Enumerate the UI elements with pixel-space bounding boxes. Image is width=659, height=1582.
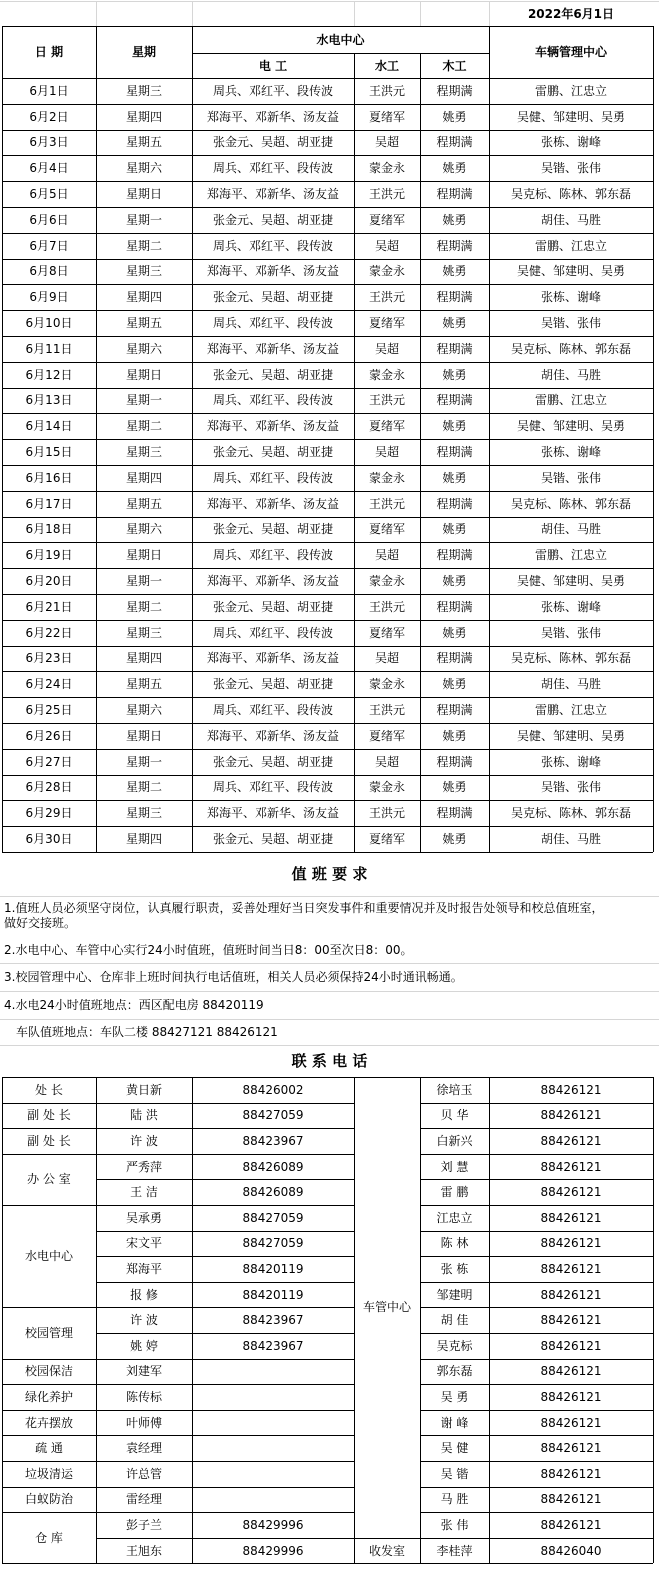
schedule-cell-weekday: 星期四 bbox=[125, 470, 162, 485]
schedule-cell-weekday: 星期六 bbox=[125, 341, 162, 356]
contact-phone: 88427059 bbox=[242, 1236, 304, 1251]
schedule-cell-electric: 张金元、吴超、胡亚捷 bbox=[212, 754, 333, 769]
contact-department: 处 长 bbox=[35, 1082, 63, 1097]
schedule-cell-vehicle: 吴克标、陈林、郭东磊 bbox=[510, 651, 631, 666]
schedule-cell-date: 6月1日 bbox=[29, 83, 69, 98]
schedule-cell-carpenter: 程期满 bbox=[436, 651, 473, 666]
schedule-cell-weekday: 星期五 bbox=[125, 677, 162, 692]
grid-line bbox=[653, 26, 654, 852]
schedule-cell-vehicle: 吴锴、张伟 bbox=[540, 625, 601, 640]
schedule-cell-date: 6月29日 bbox=[25, 806, 73, 821]
grid-line bbox=[192, 1, 193, 26]
schedule-cell-carpenter: 姚勇 bbox=[442, 316, 467, 331]
schedule-cell-weekday: 星期二 bbox=[125, 780, 162, 795]
schedule-cell-date: 6月23日 bbox=[25, 651, 73, 666]
grid-line bbox=[420, 1, 421, 26]
schedule-cell-electric: 郑海平、邓新华、汤友益 bbox=[206, 651, 339, 666]
contact-department: 疏 通 bbox=[35, 1441, 63, 1456]
contact-name: 徐培玉 bbox=[436, 1082, 473, 1097]
contact-name: 郑海平 bbox=[125, 1261, 162, 1276]
schedule-cell-date: 6月26日 bbox=[25, 728, 73, 743]
schedule-cell-electric: 郑海平、邓新华、汤友益 bbox=[206, 574, 339, 589]
schedule-cell-carpenter: 姚勇 bbox=[442, 780, 467, 795]
contact-phone: 88426121 bbox=[540, 1133, 602, 1148]
schedule-cell-plumber: 蒙金永 bbox=[368, 677, 405, 692]
contact-department: 绿化养护 bbox=[24, 1389, 73, 1404]
schedule-cell-electric: 张金元、吴超、胡亚捷 bbox=[212, 290, 333, 305]
contact-phone: 88426121 bbox=[540, 1210, 602, 1225]
schedule-cell-date: 6月13日 bbox=[25, 393, 73, 408]
schedule-cell-date: 6月30日 bbox=[25, 832, 73, 847]
schedule-cell-plumber: 吴超 bbox=[374, 341, 399, 356]
contact-name: 雷经理 bbox=[125, 1492, 162, 1507]
contact-phone: 88426121 bbox=[540, 1415, 602, 1430]
schedule-cell-plumber: 王洪元 bbox=[368, 599, 405, 614]
contact-phone: 88426121 bbox=[540, 1517, 602, 1532]
contact-name: 张 栋 bbox=[440, 1261, 469, 1276]
schedule-cell-date: 6月6日 bbox=[29, 212, 69, 227]
contact-name: 李桂萍 bbox=[436, 1543, 473, 1558]
grid-line bbox=[0, 1019, 659, 1020]
requirement-item: 3.校园管理中心、仓库非上班时间执行电话值班，相关人员必须保持24小时通讯畅通。 bbox=[4, 970, 463, 984]
contact-name: 袁经理 bbox=[125, 1441, 162, 1456]
contact-name: 张 伟 bbox=[440, 1517, 469, 1532]
contact-department: 校园保洁 bbox=[24, 1364, 73, 1379]
contact-phone bbox=[192, 1435, 354, 1461]
schedule-cell-weekday: 星期三 bbox=[125, 806, 162, 821]
contact-name: 吴承勇 bbox=[125, 1210, 162, 1225]
schedule-cell-date: 6月22日 bbox=[25, 625, 73, 640]
schedule-cell-carpenter: 程期满 bbox=[436, 341, 473, 356]
schedule-cell-plumber: 王洪元 bbox=[368, 187, 405, 202]
schedule-cell-vehicle: 吴健、邹建明、吴勇 bbox=[516, 419, 625, 434]
contact-name: 邹建明 bbox=[436, 1287, 473, 1302]
schedule-cell-carpenter: 程期满 bbox=[436, 135, 473, 150]
grid-line bbox=[0, 896, 659, 897]
contact-name: 吴 勇 bbox=[440, 1389, 469, 1404]
contact-phone: 88426121 bbox=[540, 1466, 602, 1481]
schedule-cell-plumber: 王洪元 bbox=[368, 496, 405, 511]
schedule-cell-carpenter: 程期满 bbox=[436, 445, 473, 460]
schedule-cell-date: 6月19日 bbox=[25, 548, 73, 563]
schedule-cell-electric: 周兵、邓红平、段传波 bbox=[212, 161, 333, 176]
contact-name: 刘 慧 bbox=[440, 1159, 469, 1174]
schedule-cell-carpenter: 姚勇 bbox=[442, 212, 467, 227]
schedule-cell-date: 6月4日 bbox=[29, 161, 69, 176]
contacts-title: 联 系 电 话 bbox=[291, 1051, 368, 1070]
schedule-cell-weekday: 星期一 bbox=[125, 212, 162, 227]
schedule-cell-plumber: 王洪元 bbox=[368, 806, 405, 821]
schedule-cell-carpenter: 程期满 bbox=[436, 548, 473, 563]
schedule-cell-vehicle: 张栋、谢峰 bbox=[540, 754, 601, 769]
contact-phone: 88429996 bbox=[242, 1517, 304, 1532]
contact-phone: 88429996 bbox=[242, 1543, 304, 1558]
schedule-cell-vehicle: 吴克标、陈林、郭东磊 bbox=[510, 496, 631, 511]
schedule-cell-carpenter: 程期满 bbox=[436, 703, 473, 718]
contact-name: 陆 洪 bbox=[130, 1108, 158, 1123]
schedule-cell-weekday: 星期日 bbox=[125, 728, 162, 743]
schedule-cell-weekday: 星期五 bbox=[125, 496, 162, 511]
schedule-cell-carpenter: 姚勇 bbox=[442, 625, 467, 640]
header-weekday: 星期 bbox=[131, 45, 156, 59]
grid-line bbox=[0, 991, 659, 992]
contact-phone: 88426121 bbox=[540, 1185, 602, 1200]
contact-name: 许总管 bbox=[125, 1466, 162, 1481]
schedule-cell-date: 6月3日 bbox=[29, 135, 69, 150]
contact-name: 谢 峰 bbox=[440, 1415, 469, 1430]
schedule-cell-plumber: 吴超 bbox=[374, 754, 399, 769]
schedule-cell-weekday: 星期六 bbox=[125, 161, 162, 176]
schedule-cell-carpenter: 姚勇 bbox=[442, 419, 467, 434]
schedule-cell-carpenter: 程期满 bbox=[436, 599, 473, 614]
contact-name: 严秀萍 bbox=[125, 1159, 162, 1174]
contact-name: 吴克标 bbox=[436, 1338, 473, 1353]
contact-phone: 88426121 bbox=[540, 1287, 602, 1302]
schedule-cell-date: 6月2日 bbox=[29, 109, 69, 124]
schedule-cell-vehicle: 雷鹏、江忠立 bbox=[534, 83, 607, 98]
schedule-cell-weekday: 星期三 bbox=[125, 625, 162, 640]
contact-name: 王 洁 bbox=[130, 1185, 158, 1200]
schedule-cell-date: 6月15日 bbox=[25, 445, 73, 460]
schedule-cell-carpenter: 程期满 bbox=[436, 806, 473, 821]
contact-phone: 88426121 bbox=[540, 1441, 602, 1456]
schedule-cell-plumber: 夏绪军 bbox=[368, 832, 405, 847]
schedule-cell-date: 6月24日 bbox=[25, 677, 73, 692]
schedule-cell-weekday: 星期二 bbox=[125, 419, 162, 434]
schedule-cell-plumber: 夏绪军 bbox=[368, 625, 405, 640]
schedule-cell-date: 6月5日 bbox=[29, 187, 69, 202]
requirement-item: 1.值班人员必须坚守岗位，认真履行职责，妥善处理好当日突发事件和重要情况并及时报告处领导和校总值班室， bbox=[4, 901, 604, 915]
schedule-cell-electric: 郑海平、邓新华、汤友益 bbox=[206, 187, 339, 202]
contact-department: 副 处 长 bbox=[27, 1108, 71, 1123]
schedule-cell-weekday: 星期三 bbox=[125, 264, 162, 279]
schedule-cell-weekday: 星期三 bbox=[125, 83, 162, 98]
schedule-cell-vehicle: 胡佳、马胜 bbox=[540, 677, 601, 692]
contact-phone: 88427059 bbox=[242, 1210, 304, 1225]
contact-phone bbox=[192, 1461, 354, 1487]
schedule-cell-electric: 周兵、邓红平、段传波 bbox=[212, 625, 333, 640]
schedule-cell-vehicle: 吴克标、陈林、郭东磊 bbox=[510, 187, 631, 202]
schedule-cell-weekday: 星期六 bbox=[125, 703, 162, 718]
contact-name: 马 胜 bbox=[440, 1492, 469, 1507]
header-plumber: 水工 bbox=[374, 58, 399, 73]
contact-name: 彭子兰 bbox=[125, 1517, 162, 1532]
schedule-cell-electric: 张金元、吴超、胡亚捷 bbox=[212, 677, 333, 692]
contact-name: 陈 林 bbox=[440, 1236, 469, 1251]
schedule-cell-weekday: 星期四 bbox=[125, 109, 162, 124]
contact-department: 办 公 室 bbox=[27, 1172, 71, 1187]
schedule-cell-plumber: 王洪元 bbox=[368, 703, 405, 718]
schedule-cell-plumber: 夏绪军 bbox=[368, 212, 405, 227]
contact-name: 雷 鹏 bbox=[440, 1185, 469, 1200]
contact-name: 吴 健 bbox=[440, 1441, 469, 1456]
schedule-cell-plumber: 夏绪军 bbox=[368, 316, 405, 331]
schedule-cell-electric: 郑海平、邓新华、汤友益 bbox=[206, 109, 339, 124]
schedule-cell-electric: 张金元、吴超、胡亚捷 bbox=[212, 522, 333, 537]
schedule-cell-date: 6月25日 bbox=[25, 703, 73, 718]
schedule-cell-weekday: 星期日 bbox=[125, 367, 162, 382]
contact-department: 校园管理 bbox=[24, 1325, 73, 1340]
contact-phone: 88426121 bbox=[540, 1108, 602, 1123]
contact-phone: 88426002 bbox=[242, 1082, 304, 1097]
schedule-cell-carpenter: 姚勇 bbox=[442, 677, 467, 692]
contact-phone bbox=[192, 1359, 354, 1385]
contact-name: 白新兴 bbox=[436, 1133, 473, 1148]
contact-department: 水电中心 bbox=[24, 1249, 73, 1264]
contact-phone: 88426121 bbox=[540, 1389, 602, 1404]
schedule-cell-plumber: 蒙金永 bbox=[368, 367, 405, 382]
schedule-cell-date: 6月27日 bbox=[25, 754, 73, 769]
schedule-cell-carpenter: 程期满 bbox=[436, 290, 473, 305]
schedule-cell-electric: 郑海平、邓新华、汤友益 bbox=[206, 419, 339, 434]
contact-name: 许 波 bbox=[130, 1133, 158, 1148]
contact-phone bbox=[192, 1487, 354, 1513]
schedule-cell-vehicle: 胡佳、马胜 bbox=[540, 522, 601, 537]
schedule-cell-carpenter: 姚勇 bbox=[442, 574, 467, 589]
contact-phone: 88426121 bbox=[540, 1492, 602, 1507]
schedule-cell-electric: 周兵、邓红平、段传波 bbox=[212, 470, 333, 485]
contact-phone: 88426121 bbox=[540, 1313, 602, 1328]
schedule-cell-electric: 张金元、吴超、胡亚捷 bbox=[212, 599, 333, 614]
contact-phone: 88426121 bbox=[540, 1364, 602, 1379]
schedule-cell-vehicle: 张栋、谢峰 bbox=[540, 290, 601, 305]
schedule-cell-vehicle: 雷鹏、江忠立 bbox=[534, 393, 607, 408]
contact-phone: 88426121 bbox=[540, 1261, 602, 1276]
schedule-cell-date: 6月18日 bbox=[25, 522, 73, 537]
schedule-cell-vehicle: 胡佳、马胜 bbox=[540, 367, 601, 382]
schedule-cell-weekday: 星期一 bbox=[125, 393, 162, 408]
requirement-item: 2.水电中心、车管中心实行24小时值班，值班时间当日8：00至次日8：00。 bbox=[4, 942, 413, 957]
contact-name: 陈传标 bbox=[125, 1389, 162, 1404]
schedule-cell-electric: 郑海平、邓新华、汤友益 bbox=[206, 341, 339, 356]
contact-department: 垃圾清运 bbox=[24, 1466, 73, 1481]
schedule-cell-electric: 周兵、邓红平、段传波 bbox=[212, 548, 333, 563]
schedule-cell-electric: 郑海平、邓新华、汤友益 bbox=[206, 806, 339, 821]
schedule-cell-weekday: 星期五 bbox=[125, 316, 162, 331]
contact-phone: 88427059 bbox=[242, 1108, 304, 1123]
schedule-cell-date: 6月8日 bbox=[29, 264, 69, 279]
schedule-cell-electric: 周兵、邓红平、段传波 bbox=[212, 780, 333, 795]
header-carpenter: 木工 bbox=[442, 58, 467, 73]
grid-line bbox=[96, 1, 97, 26]
schedule-cell-carpenter: 姚勇 bbox=[442, 367, 467, 382]
schedule-cell-electric: 周兵、邓红平、段传波 bbox=[212, 316, 333, 331]
sheet-date: 2022年6月1日 bbox=[527, 6, 615, 21]
contact-name: 宋文平 bbox=[125, 1236, 162, 1251]
contact-phone: 88426089 bbox=[242, 1159, 304, 1174]
contact-name: 江忠立 bbox=[436, 1210, 473, 1225]
schedule-cell-electric: 周兵、邓红平、段传波 bbox=[212, 83, 333, 98]
schedule-cell-vehicle: 张栋、谢峰 bbox=[540, 135, 601, 150]
schedule-cell-carpenter: 程期满 bbox=[436, 496, 473, 511]
schedule-cell-weekday: 星期三 bbox=[125, 445, 162, 460]
contact-phone: 88426040 bbox=[540, 1543, 602, 1558]
schedule-cell-vehicle: 吴锴、张伟 bbox=[540, 316, 601, 331]
schedule-cell-date: 6月20日 bbox=[25, 574, 73, 589]
schedule-cell-plumber: 吴超 bbox=[374, 238, 399, 253]
header-vehicle-center: 车辆管理中心 bbox=[534, 45, 607, 59]
schedule-cell-plumber: 蒙金永 bbox=[368, 264, 405, 279]
schedule-cell-weekday: 星期二 bbox=[125, 238, 162, 253]
header-water-elec-center: 水电中心 bbox=[316, 32, 365, 47]
requirement-item: 车队值班地点：车队二楼 88427121 88426121 bbox=[16, 1025, 278, 1039]
schedule-cell-weekday: 星期一 bbox=[125, 574, 162, 589]
schedule-cell-plumber: 蒙金永 bbox=[368, 780, 405, 795]
schedule-cell-carpenter: 姚勇 bbox=[442, 264, 467, 279]
schedule-cell-plumber: 吴超 bbox=[374, 135, 399, 150]
schedule-cell-plumber: 蒙金永 bbox=[368, 470, 405, 485]
contact-phone: 88426121 bbox=[540, 1082, 602, 1097]
schedule-cell-carpenter: 姚勇 bbox=[442, 109, 467, 124]
schedule-cell-date: 6月14日 bbox=[25, 419, 73, 434]
contact-department: 白蚁防治 bbox=[24, 1492, 73, 1507]
schedule-cell-weekday: 星期六 bbox=[125, 522, 162, 537]
schedule-cell-electric: 张金元、吴超、胡亚捷 bbox=[212, 212, 333, 227]
schedule-cell-date: 6月11日 bbox=[25, 341, 73, 356]
contact-phone: 88423967 bbox=[242, 1338, 304, 1353]
schedule-cell-plumber: 王洪元 bbox=[368, 393, 405, 408]
header-date: 日 期 bbox=[34, 45, 64, 59]
requirement-item: 做好交接班。 bbox=[4, 916, 77, 930]
schedule-cell-electric: 周兵、邓红平、段传波 bbox=[212, 238, 333, 253]
contact-phone: 88426121 bbox=[540, 1159, 602, 1174]
schedule-cell-plumber: 吴超 bbox=[374, 548, 399, 563]
schedule-cell-carpenter: 姚勇 bbox=[442, 522, 467, 537]
schedule-cell-date: 6月12日 bbox=[25, 367, 73, 382]
grid-line bbox=[354, 1, 355, 26]
schedule-cell-plumber: 夏绪军 bbox=[368, 522, 405, 537]
contact-name: 许 波 bbox=[130, 1313, 158, 1328]
requirements-title: 值 班 要 求 bbox=[291, 864, 368, 883]
schedule-cell-vehicle: 胡佳、马胜 bbox=[540, 212, 601, 227]
contact-phone: 88420119 bbox=[242, 1261, 304, 1276]
schedule-cell-vehicle: 雷鹏、江忠立 bbox=[534, 548, 607, 563]
contact-phone: 88423967 bbox=[242, 1313, 304, 1328]
schedule-cell-electric: 张金元、吴超、胡亚捷 bbox=[212, 445, 333, 460]
schedule-cell-plumber: 王洪元 bbox=[368, 290, 405, 305]
schedule-cell-electric: 张金元、吴超、胡亚捷 bbox=[212, 135, 333, 150]
contact-name: 刘建军 bbox=[125, 1364, 162, 1379]
schedule-cell-plumber: 吴超 bbox=[374, 445, 399, 460]
grid-line bbox=[653, 1077, 654, 1563]
contact-phone: 88423967 bbox=[242, 1133, 304, 1148]
schedule-cell-carpenter: 程期满 bbox=[436, 754, 473, 769]
schedule-cell-carpenter: 程期满 bbox=[436, 187, 473, 202]
schedule-cell-weekday: 星期一 bbox=[125, 754, 162, 769]
schedule-cell-carpenter: 程期满 bbox=[436, 83, 473, 98]
schedule-cell-plumber: 蒙金永 bbox=[368, 574, 405, 589]
schedule-cell-vehicle: 吴克标、陈林、郭东磊 bbox=[510, 806, 631, 821]
contact-name: 郭东磊 bbox=[436, 1364, 473, 1379]
schedule-cell-weekday: 星期二 bbox=[125, 599, 162, 614]
schedule-cell-plumber: 夏绪军 bbox=[368, 419, 405, 434]
header-electrician: 电 工 bbox=[258, 58, 288, 73]
schedule-cell-weekday: 星期日 bbox=[125, 548, 162, 563]
contact-department: 花卉摆放 bbox=[24, 1415, 73, 1430]
schedule-cell-vehicle: 吴健、邹建明、吴勇 bbox=[516, 728, 625, 743]
schedule-cell-date: 6月21日 bbox=[25, 599, 73, 614]
schedule-cell-date: 6月10日 bbox=[25, 316, 73, 331]
schedule-cell-electric: 郑海平、邓新华、汤友益 bbox=[206, 264, 339, 279]
schedule-cell-date: 6月7日 bbox=[29, 238, 69, 253]
contact-phone: 88426089 bbox=[242, 1185, 304, 1200]
contact-name: 报 修 bbox=[130, 1287, 158, 1302]
schedule-cell-electric: 郑海平、邓新华、汤友益 bbox=[206, 728, 339, 743]
schedule-cell-plumber: 王洪元 bbox=[368, 83, 405, 98]
schedule-cell-carpenter: 程期满 bbox=[436, 238, 473, 253]
contact-department: 仓 库 bbox=[35, 1530, 63, 1545]
schedule-cell-plumber: 夏绪军 bbox=[368, 728, 405, 743]
schedule-cell-vehicle: 张栋、谢峰 bbox=[540, 599, 601, 614]
schedule-cell-vehicle: 吴锴、张伟 bbox=[540, 470, 601, 485]
grid-line bbox=[0, 963, 659, 964]
contact-name: 黄日新 bbox=[125, 1082, 162, 1097]
schedule-cell-vehicle: 雷鹏、江忠立 bbox=[534, 703, 607, 718]
contact-department: 收发室 bbox=[368, 1543, 405, 1558]
schedule-cell-electric: 张金元、吴超、胡亚捷 bbox=[212, 832, 333, 847]
schedule-cell-weekday: 星期四 bbox=[125, 290, 162, 305]
schedule-cell-carpenter: 姚勇 bbox=[442, 728, 467, 743]
schedule-cell-electric: 郑海平、邓新华、汤友益 bbox=[206, 496, 339, 511]
schedule-cell-vehicle: 胡佳、马胜 bbox=[540, 832, 601, 847]
grid-line bbox=[2, 1563, 653, 1564]
contact-phone bbox=[192, 1384, 354, 1410]
schedule-cell-vehicle: 吴锴、张伟 bbox=[540, 780, 601, 795]
contact-phone: 88426121 bbox=[540, 1338, 602, 1353]
schedule-cell-date: 6月28日 bbox=[25, 780, 73, 795]
schedule-cell-weekday: 星期五 bbox=[125, 135, 162, 150]
contact-name: 贝 华 bbox=[440, 1108, 469, 1123]
schedule-cell-electric: 张金元、吴超、胡亚捷 bbox=[212, 367, 333, 382]
schedule-cell-vehicle: 雷鹏、江忠立 bbox=[534, 238, 607, 253]
schedule-cell-vehicle: 吴健、邹建明、吴勇 bbox=[516, 264, 625, 279]
schedule-cell-weekday: 星期四 bbox=[125, 832, 162, 847]
schedule-cell-weekday: 星期日 bbox=[125, 187, 162, 202]
contact-name: 吴 锴 bbox=[440, 1466, 469, 1481]
requirement-item: 4.水电24小时值班地点：西区配电房 88420119 bbox=[4, 998, 264, 1012]
schedule-cell-carpenter: 程期满 bbox=[436, 393, 473, 408]
contact-phone: 88420119 bbox=[242, 1287, 304, 1302]
schedule-cell-date: 6月16日 bbox=[25, 470, 73, 485]
schedule-cell-vehicle: 吴健、邹建明、吴勇 bbox=[516, 109, 625, 124]
schedule-cell-plumber: 蒙金永 bbox=[368, 161, 405, 176]
schedule-cell-date: 6月17日 bbox=[25, 496, 73, 511]
contact-name: 胡 佳 bbox=[440, 1313, 469, 1328]
contact-name: 叶师傅 bbox=[125, 1415, 162, 1430]
contact-phone: 88426121 bbox=[540, 1236, 602, 1251]
schedule-cell-weekday: 星期四 bbox=[125, 651, 162, 666]
contact-department: 副 处 长 bbox=[27, 1133, 71, 1148]
schedule-cell-vehicle: 吴克标、陈林、郭东磊 bbox=[510, 341, 631, 356]
schedule-cell-vehicle: 张栋、谢峰 bbox=[540, 445, 601, 460]
schedule-cell-plumber: 吴超 bbox=[374, 651, 399, 666]
schedule-cell-carpenter: 姚勇 bbox=[442, 161, 467, 176]
contact-name: 姚 婷 bbox=[130, 1338, 158, 1353]
contact-name: 王旭东 bbox=[125, 1543, 162, 1558]
schedule-cell-carpenter: 姚勇 bbox=[442, 832, 467, 847]
contact-phone bbox=[192, 1410, 354, 1436]
schedule-cell-electric: 周兵、邓红平、段传波 bbox=[212, 703, 333, 718]
schedule-cell-vehicle: 吴锴、张伟 bbox=[540, 161, 601, 176]
schedule-cell-plumber: 夏绪军 bbox=[368, 109, 405, 124]
schedule-cell-date: 6月9日 bbox=[29, 290, 69, 305]
schedule-cell-vehicle: 吴健、邹建明、吴勇 bbox=[516, 574, 625, 589]
contact-department: 车管中心 bbox=[362, 1300, 411, 1315]
schedule-cell-carpenter: 姚勇 bbox=[442, 470, 467, 485]
schedule-cell-electric: 周兵、邓红平、段传波 bbox=[212, 393, 333, 408]
